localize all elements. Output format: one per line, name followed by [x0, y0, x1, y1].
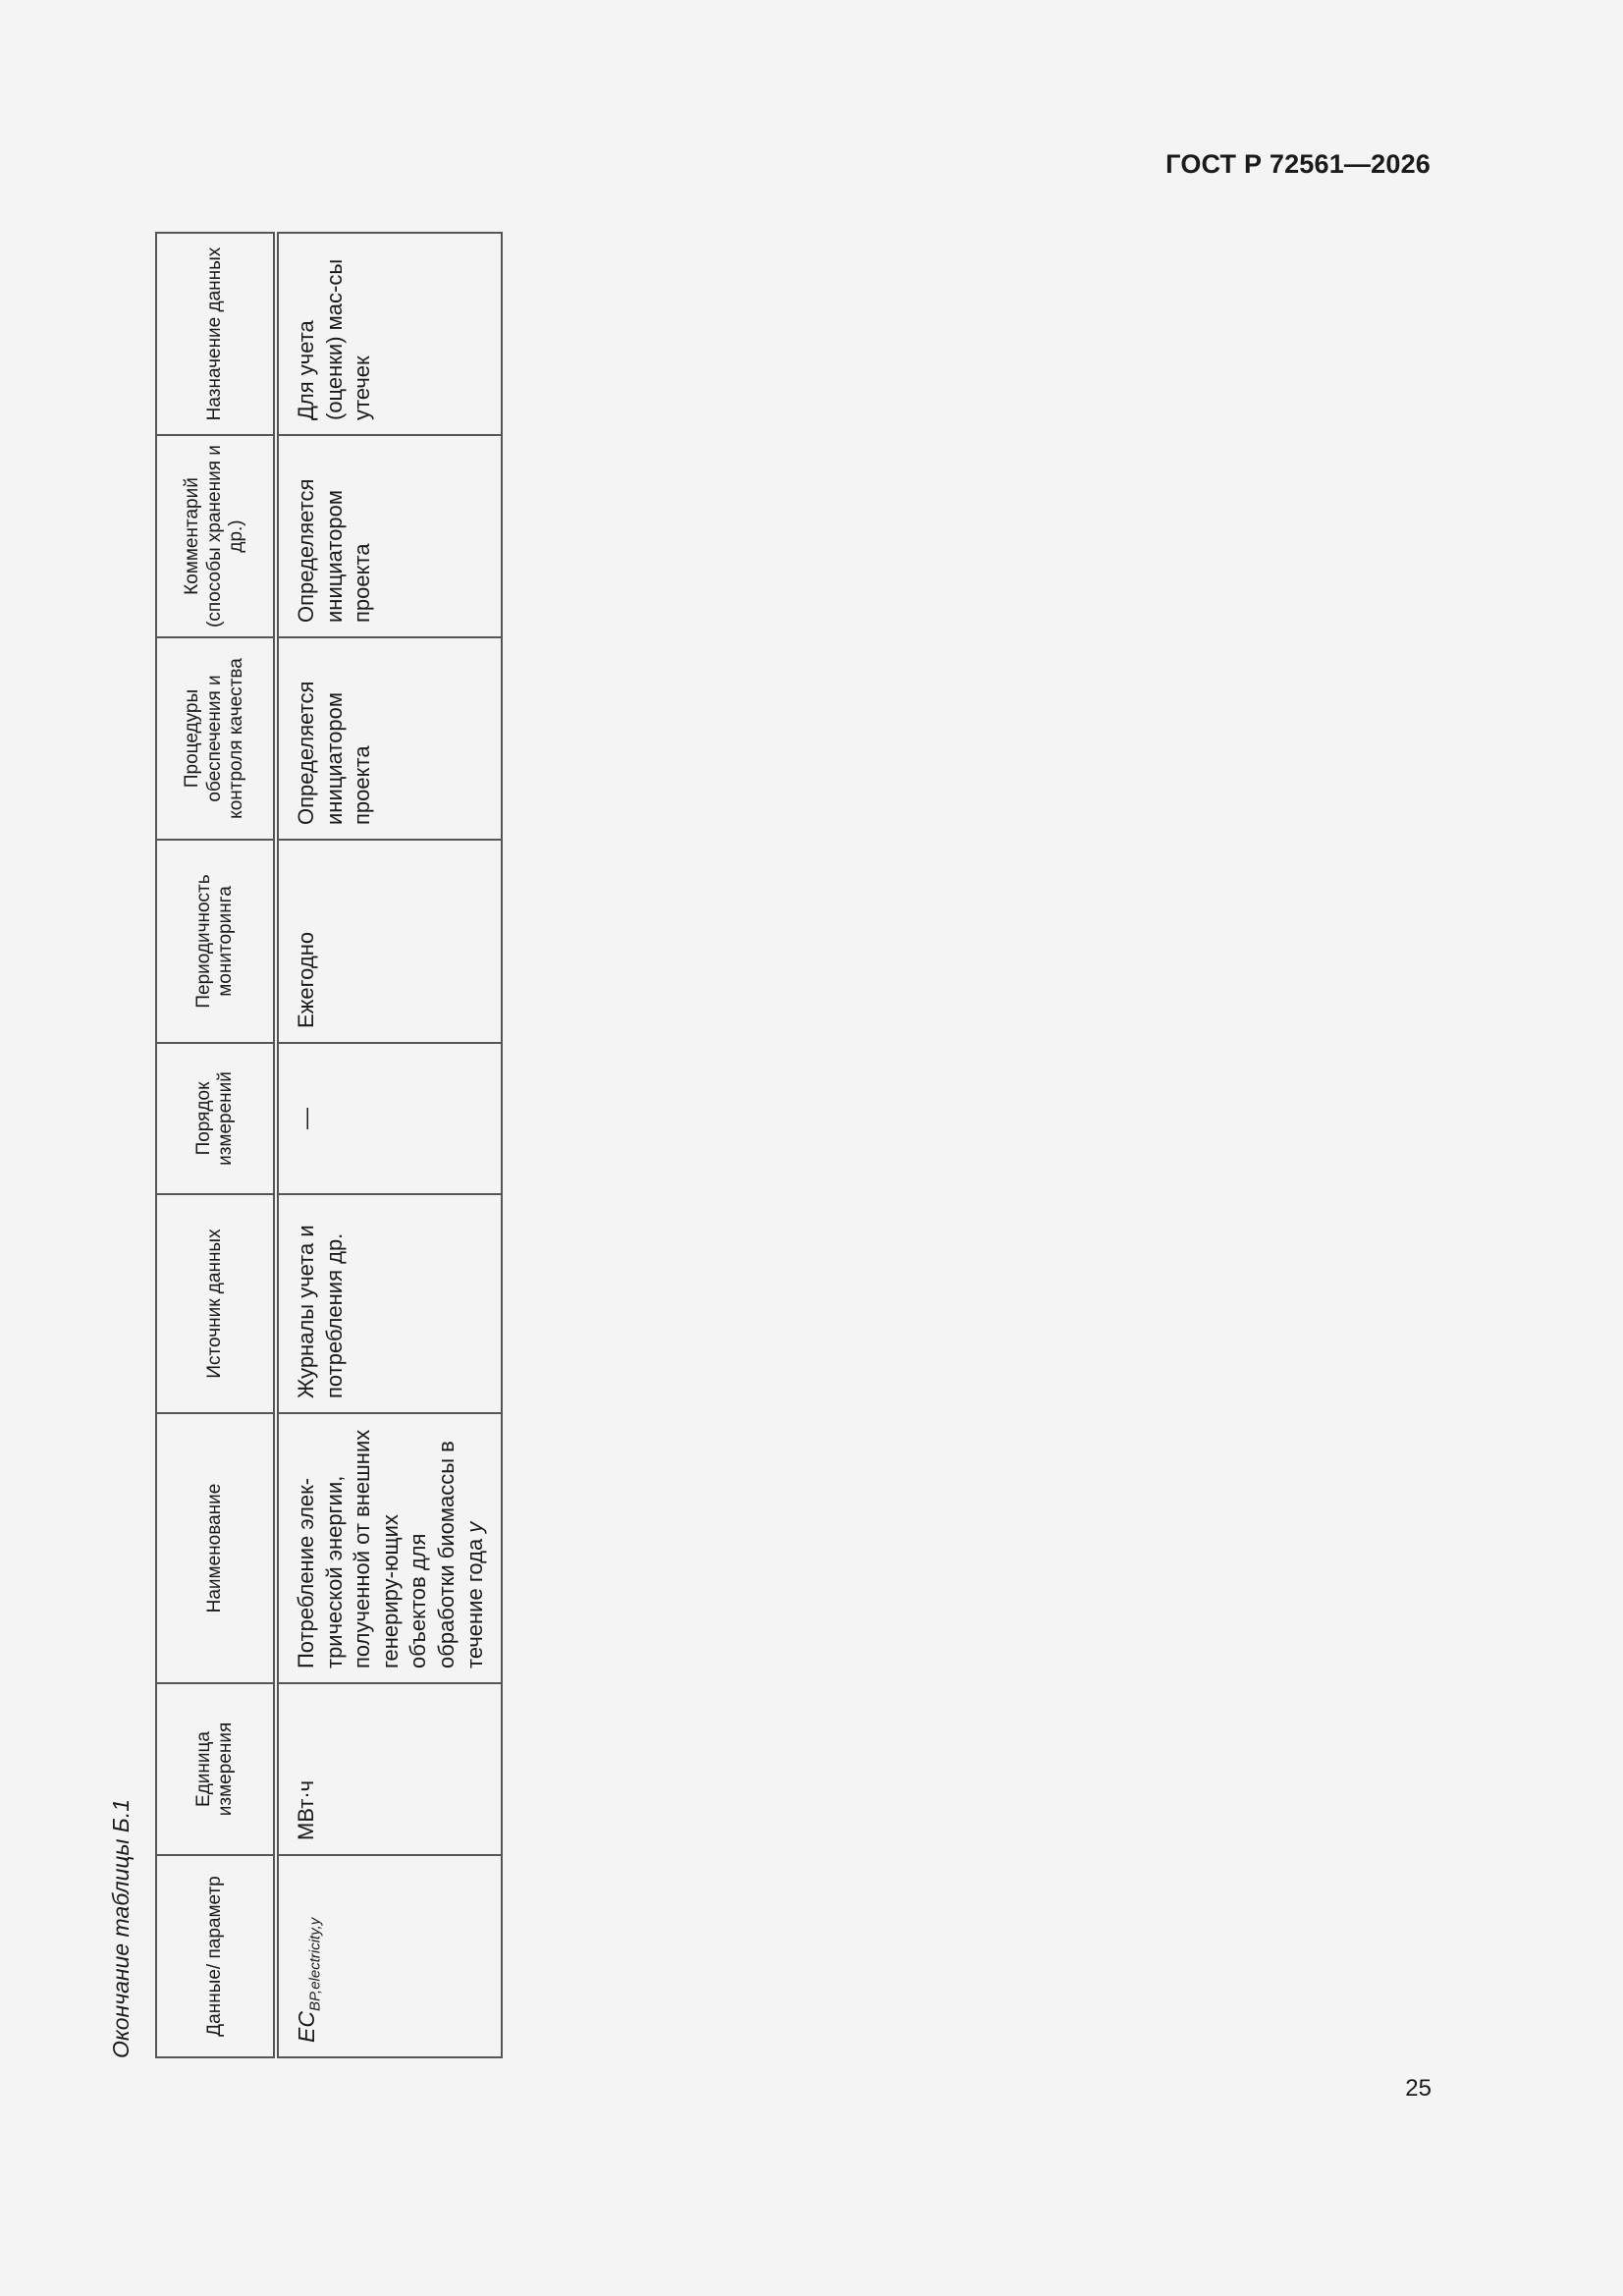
column-header-param: Данные/ параметр [156, 1855, 276, 2057]
column-header-name: Наименование [156, 1413, 276, 1683]
page-number: 25 [1405, 2075, 1432, 2102]
data-table [155, 232, 503, 2058]
column-header-unit: Единица измерения [156, 1683, 276, 1855]
table-caption: Окончание таблицы Б.1 [108, 1798, 134, 2058]
name-variable: y [461, 1521, 487, 1533]
cell-source: Журналы учета и потребления др. [276, 1194, 502, 1413]
cell-qc: Определяется инициатором проекта [276, 637, 502, 840]
table-wrapper [155, 234, 503, 2058]
column-header-comment: Комментарий (способы хранения и др.) [156, 435, 276, 637]
header-row [156, 233, 276, 2057]
cell-order: — [276, 1043, 502, 1194]
param-base: EC [294, 2011, 319, 2043]
param-symbol [294, 1917, 324, 2043]
rotated-table-block [108, 232, 511, 2058]
name-text: Потребление элек-трической энергии, полученной от внешних генериру-ющих объектов для обработки биомассы в течение года [294, 1429, 487, 1668]
column-header-order: Порядок измерений [156, 1043, 276, 1194]
cell-purpose: Для учета (оценки) мас-сы утечек [276, 233, 502, 435]
cell-comment: Определяется инициатором проекта [276, 435, 502, 637]
cell-unit: МВт·ч [276, 1683, 502, 1855]
column-header-purpose: Назначение данных [156, 233, 276, 435]
param-subscript: BP,electricity,y [306, 1917, 324, 2012]
cell-periodicity: Ежегодно [276, 840, 502, 1043]
cell-name [276, 1413, 502, 1683]
column-header-source: Источник данных [156, 1194, 276, 1413]
document-header: ГОСТ Р 72561—2026 [1165, 149, 1431, 179]
cell-param [276, 1855, 502, 2057]
column-header-qc: Процедуры обеспечения и контроля качества [156, 637, 276, 840]
column-header-periodicity: Периодичность мониторинга [156, 840, 276, 1043]
table-row [276, 233, 502, 2057]
